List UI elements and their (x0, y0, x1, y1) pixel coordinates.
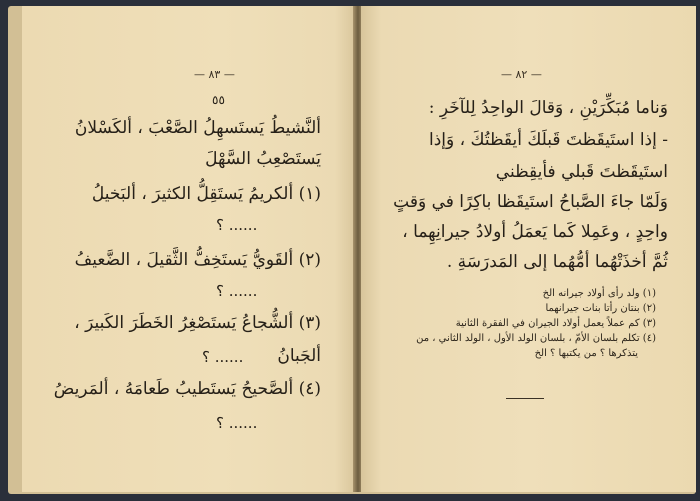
text-line: (٣) ألشُّجاعُ يَستَصْغِرُ الخَطَرَ الكَبيرَ ، (74, 313, 321, 333)
exercise-question: يتذكرها ؟ من يكتبها ؟ الخ (534, 348, 638, 359)
exercise-question: (١) ولد رأى أولاد جيرانه الخ (542, 288, 656, 299)
blank-line: ؟ ...... (216, 282, 258, 300)
text-line: يَستَصْعِبُ السَّهْلَ (205, 149, 321, 169)
exercise-question: (٣) كم عملاً يعمل أولاد الجيران في الفقرة الثانية (455, 318, 656, 329)
exercise-question: (٤) تكلم بلسان الأمّ ، بلسان الولد الأول ، الولد الثاني ، من (416, 333, 656, 344)
text-line: وَناما مُبَكِّرَيْنِ ، وَقالَ الواحِدُ لِلآخَرِ : (428, 98, 668, 118)
text-line: ألنَّشيطُ يَستَسهِلُ الصَّعْبَ ، ألكَسْلانُ (74, 118, 321, 138)
text-line: - إذا استَيقَظتَ قَبلَكَ أيقَظتُكَ ، وَإذا (428, 130, 668, 150)
open-book (8, 6, 696, 494)
text-line: استَيقَظتَ قَبلي فأيقِظني (495, 162, 668, 182)
blank-line: ؟ ...... (216, 414, 258, 432)
text-line: وَلَمّا جاءَ الصَّباحُ استَيقَظا باكِرًا في وَقتٍ (393, 192, 668, 212)
text-line: (٢) ألقَويُّ يَستَخِفُّ الثَّقيلَ ، الضَّعيفُ (74, 250, 321, 270)
text-line: (٤) ألصَّحيحُ يَستَطيبُ طَعامَهُ ، ألمَريضُ (53, 379, 321, 399)
text-line: ألجَبانُ (277, 346, 321, 366)
right-page (361, 6, 696, 492)
page-number: — ٨٣ — (194, 68, 235, 81)
left-page (22, 6, 355, 492)
text-line: واحِدٍ ، وعَمِلا كَما يَعمَلُ أولادُ جيرانِهِما ، (402, 222, 668, 242)
divider (506, 398, 544, 399)
blank-line: ؟ ...... (202, 348, 244, 366)
exercise-question: (٢) بنتان رأتا بنات جيرانهما (545, 303, 656, 314)
text-line: (١) ألكريمُ يَستَقِلُّ الكثيرَ ، ألبَخيلُ (91, 184, 321, 204)
page-number: — ٨٢ — (501, 68, 542, 81)
lesson-number: ٥٥ (212, 93, 225, 107)
text-line: ثُمَّ أخذَتْهُما أمُّهُما إلى المَدرَسَةِ . (446, 252, 668, 272)
blank-line: ؟ ...... (216, 216, 258, 234)
